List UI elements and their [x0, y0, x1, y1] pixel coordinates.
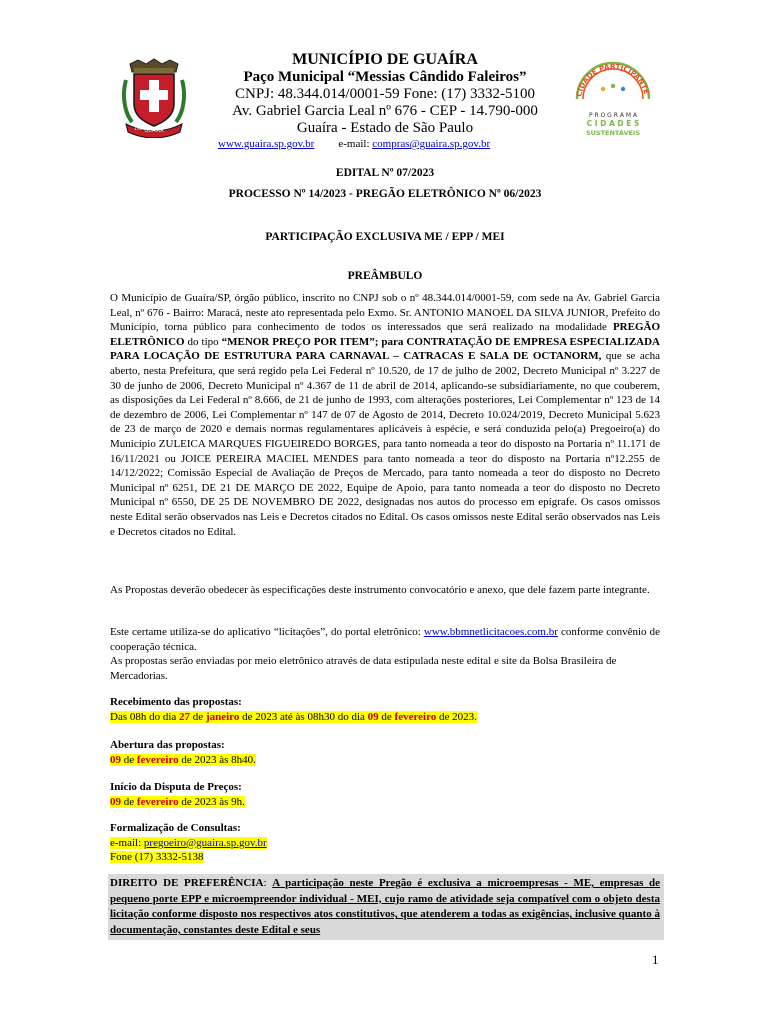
receipt-t3: de 2023 até às 08h30 do dia — [239, 710, 368, 723]
receipt-t2: de — [190, 710, 206, 723]
receipt-t5: de 2023. — [436, 710, 477, 723]
preference-label: DIREITO DE PREFERÊNCIA — [110, 877, 264, 889]
dispute-day: 09 — [110, 795, 121, 808]
opening-label: Abertura das propostas: — [110, 739, 225, 751]
certame-text-2: conforme convênio de cooperação técnica. — [110, 626, 660, 653]
cnpj-line: CNPJ: 48.344.014/0001-59 Fone: (17) 3332-5100 — [235, 86, 535, 102]
receipt-day-start: 27 — [179, 710, 191, 723]
preference-paragraph — [110, 876, 660, 938]
consultation-email-label: e-mail: — [110, 836, 144, 849]
svg-text:CIDADE PARTICIPANTE — [574, 62, 651, 97]
dispute-block — [110, 780, 660, 809]
opening-block — [110, 738, 660, 767]
preference-separator: : — [263, 877, 273, 889]
pregoeiro-email-link[interactable]: pregoeiro@guaira.sp.gov.br — [143, 836, 267, 849]
opening-date — [110, 754, 256, 766]
dispute-label: Início da Disputa de Preços: — [110, 781, 242, 793]
proposals-text: As Propostas deverão obedecer às especificações deste instrumento convocatório e anexo, que dele fazem parte integrante. — [110, 584, 650, 596]
receipt-dates — [110, 711, 477, 723]
participation-notice: PARTICIPAÇÃO EXCLUSIVA ME / EPP / MEI — [265, 231, 505, 243]
proposals-paragraph — [110, 583, 660, 598]
dispute-month: fevereiro — [136, 795, 179, 808]
preamble-heading: PREÂMBULO — [347, 270, 423, 282]
logo-line-programa: P R O G R A M A — [588, 112, 638, 119]
logo-line-cidades: C I D A D E S — [586, 119, 640, 128]
header-links — [218, 138, 490, 150]
cidades-sustentaveis-logo — [567, 55, 659, 147]
consultation-block — [110, 821, 660, 865]
dispute-t1: de — [121, 795, 137, 808]
crest-year: 1921 — [134, 127, 146, 132]
preamble-text-3: que se acha aberto, nesta Prefeitura, que será regido pela Lei Federal nº 10.520, de 17 de julho de 2002, Decreto Municipal nº 3.227 de 30 de junho de 2006, Decreto Municipal nº 4.367 de 11 de abril de 2014, aplicando-se subsidiariamente, no que couberem, as disposições da Lei Federal nº 8.666, de 21 de junho de 1993, com alterações posteriores, Lei Complementar nº 123 de 14 de dezembro de 2006, Lei Complementar nº 147 de 07 de Agosto de 2014, Decreto 10.024/2019, Decreto Municipal 5.623 de 23 de março de 2020 e demais normas regulamentares aplicáveis à espécie, e será conduzida pelo(a) Pregoeiro(a) do Município ZULEICA MARQUES FIGUEIREDO BORGES, para tanto nomeada a teor do disposto na Portaria nº 11.171 de 16/11/2021 ou JOICE PEREIRA MACIEL MENDES para tanto nomeada a teor do disposto na Portaria nº12.255 de 14/12/2022; Comissão Especial de Avaliação de Preços de Mercado, para tanto nomeada a teor do disposto no Decreto Municipal nº 6251, DE 21 DE MARÇO DE 2022, Equipe de Apoio, para tanto nomeada a teor do disposto no Decreto Municipal nº 6550, DE 25 DE NOVEMBRO DE 2022, designadas nos autos do processo em epígrafe. Os casos omissos neste Edital serão observados nas Leis e Decretos citados no Edital. Os casos omissos neste Edital serão observados nas Leis e Decretos citados no Edital. — [110, 350, 660, 538]
address-line: Av. Gabriel Garcia Leal nº 676 - CEP - 14.790-000 — [232, 103, 538, 119]
dispute-t2: de 2023 às 9h. — [178, 795, 245, 808]
consultation-label: Formalização de Consultas: — [110, 822, 241, 834]
receipt-day-end: 09 — [367, 710, 379, 723]
consultation-email-line — [110, 837, 267, 849]
dispute-date — [110, 796, 245, 808]
certame-text-3: As propostas serão enviadas por meio eletrônico através de data estipulada neste edital e site da Bolsa Brasileira de Mercadorias. — [110, 655, 617, 682]
receipt-month-end: fevereiro — [394, 710, 437, 723]
logo-arc-text: CIDADE PARTICIPANTE — [574, 61, 652, 98]
preamble-text-1: O Município de Guaíra/SP, órgão público, inscrito no CNPJ sob o nº 48.344.014/0001-59, com sede na Av. Gabriel Garcia Leal, nº 676 - Bairro: Maracá, neste ato representada pelo Exmo. Sr. ANTONIO MANOEL DA SILVA JUNIOR, Prefeito do Município, torna público para conhecimento de todos os interessados que será realizado na modalidade — [110, 292, 660, 334]
receipt-t4: de — [378, 710, 395, 723]
logo-line-sustentaveis: SUSTENTÁVEIS — [585, 129, 641, 137]
opening-month: fevereiro — [136, 753, 179, 766]
municipality-title: MUNICÍPIO DE GUAÍRA — [292, 51, 478, 68]
crest-label: GUAÍRA — [144, 128, 164, 134]
preamble-object: “MENOR PREÇO POR ITEM”; para CONTRATAÇÃO DE EMPRESA ESPECIALIZADA PARA LOCAÇÃO DE ESTRUTURA PARA CARNAVAL – CATRACAS E SALA DE OCTANORM, — [110, 335, 660, 363]
certame-paragraph — [110, 625, 660, 683]
receipt-t1: Das 08h do dia — [110, 710, 180, 723]
city-line: Guaíra - Estado de São Paulo — [296, 120, 474, 136]
municipal-crest-logo — [120, 58, 188, 138]
receipt-label: Recebimento das propostas: — [110, 696, 242, 708]
portal-link[interactable]: www.bbmnetlicitacoes.com.br — [423, 626, 558, 638]
certame-text-1: Este certame utiliza-se do aplicativo “licitações”, do portal eletrônico: — [110, 626, 424, 638]
edital-number: EDITAL Nº 07/2023 — [335, 167, 435, 179]
receipt-block — [110, 695, 660, 724]
email-link[interactable]: compras@guaira.sp.gov.br — [372, 138, 491, 150]
preference-text: A participação neste Pregão é exclusiva a microempresas - ME, empresas de pequeno porte EPP e microempreendor individual - MEI, cujo ramo de atividade seja compatível com o objeto desta licitação conforme disposto nos respectivos atos constitutivos, que atenderem a todas as exigências, inclusive quanto à documentação, constantes deste Edital e seus — [110, 877, 660, 936]
preamble-modality: PREGÃO ELETRÔNICO — [110, 321, 660, 348]
opening-t2: de 2023 às 8h40. — [178, 753, 256, 766]
website-link[interactable]: www.guaira.sp.gov.br — [218, 138, 315, 150]
page-number: 1 — [652, 952, 659, 967]
receipt-month-start: janeiro — [205, 710, 240, 723]
preamble-paragraph — [110, 291, 660, 539]
palace-subtitle: Paço Municipal “Messias Cândido Faleiros” — [243, 69, 527, 85]
processo-number: PROCESSO Nº 14/2023 - PREGÃO ELETRÔNICO Nº 06/2023 — [228, 188, 542, 200]
opening-t1: de — [121, 753, 137, 766]
opening-day: 09 — [110, 753, 121, 766]
preamble-text-2: do tipo — [184, 335, 222, 348]
consultation-phone: Fone (17) 3332-5138 — [110, 851, 204, 864]
email-label: e-mail: — [338, 138, 370, 150]
